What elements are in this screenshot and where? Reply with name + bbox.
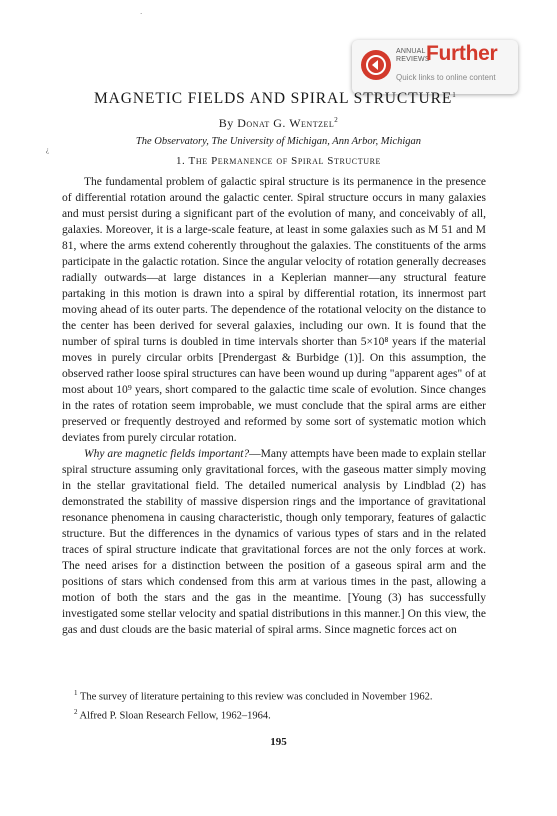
article-title-text: MAGNETIC FIELDS AND SPIRAL STRUCTURE <box>94 90 453 107</box>
author-prefix: By <box>218 116 234 130</box>
body-paragraph: The fundamental problem of galactic spiral structure is its permanence in the presence of differential rotation around the galactic center. Spiral structure occurs in many galaxies and must persist during a significant part of the evolution of many, and conceivably of all, galaxies. Moreover, it is a large-scale feature, at least in some galaxies such as M 51 and M 81, where the arms extend coherently throughout the galaxies. The constituents of the arms participate in the galactic rotation. Since the angular velocity of rotation generally decreases radially outwards—at large distances in a Keplerian manner—any structural feature partaking in this motion is drawn into a spiral by differential rotation, its innermost part moving ahead of its outer parts. The dependence of the rotational velocity on the distance to the center has been derived for several galaxies, including our own. It is found that the number of spiral turns is doubled in time intervals shorter than 5×10⁸ years if the material moves in purely circular orbits [Prendergast & Burbidge (1)]. On this assumption, the observed rather loose spiral structures can have been wound up during "apparent ages" of at most about 10⁹ years, short compared to the galactic time scale of evolution. Since changes in the rates of rotation seem improbable, we must conclude that the spiral arms are either preserved or frequently destroyed and reformed by some sort of systematic motion which deviates from purely circular rotation. <box>62 176 486 444</box>
scan-mark: ¿ <box>46 146 50 154</box>
scan-mark: ´ <box>140 12 143 20</box>
article-title <box>94 90 494 108</box>
article-body <box>62 174 486 638</box>
brand-name: Further <box>426 42 498 65</box>
footnote: $^2$ Alfred P. Sloan Research Fellow, 1962–1964. <box>74 707 271 721</box>
arrow-left-icon <box>361 50 391 80</box>
title-footnote-marker[interactable]: 1 <box>452 90 457 99</box>
footnotes <box>62 687 486 724</box>
section-heading: 1. The Permanence of Spiral Structure <box>175 155 382 167</box>
annual-reviews-further-badge[interactable] <box>352 40 518 94</box>
author-line <box>0 116 557 131</box>
publisher-name: ANNUAL REVIEWS <box>396 48 430 63</box>
paragraph-runin-heading: Why are magnetic fields important? <box>84 448 250 460</box>
badge-tagline: Quick links to online content <box>396 73 496 82</box>
body-paragraph: Why are magnetic fields important?—Many attempts have been made to explain stellar spiral structure assuming only gravitational forces, with the gaseous matter simply moving in the stellar gravitational field. The detailed numerical analysis by Lindblad (2) has demonstrated the stability of massive dispersion rings and the importance of gravitational resonance phenomena in causing characteristic, though only temporary, features of galactic structure. But the differences in the dynamics of various types of stars and in the related traces of spiral structure indicate that gravitational forces are not the only forces at work. The need arises for a distinction between the position of a gaseous spiral arm and the positions of stars which condensed from this arm at various times in the past, allowing a motion of both the stars and the gas in the meantime. [Young (3) has successfully investigated some stellar velocity and spatial distributions in this manner.] On this view, the gas and dust clouds are the basic material of spiral arms. Since magnetic forces act on <box>62 448 486 636</box>
page-number: 195 <box>270 736 287 748</box>
author-affiliation: The Observatory, The University of Michigan, Ann Arbor, Michigan <box>135 136 422 147</box>
author-name: Donat G. Wentzel <box>237 116 335 130</box>
footnote: $^1$ The survey of literature pertaining to this review was concluded in November 1962. <box>74 689 433 703</box>
author-footnote-marker[interactable]: 2 <box>334 116 339 124</box>
